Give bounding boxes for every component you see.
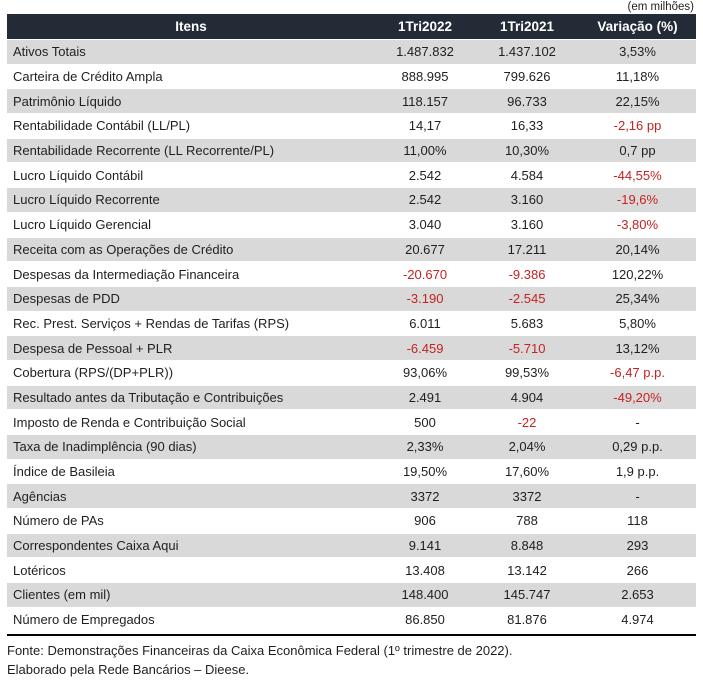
table-row xyxy=(7,238,696,263)
header-1tri2022: 1Tri2022 xyxy=(397,19,453,34)
table-row xyxy=(7,583,696,608)
value-variation: - xyxy=(635,414,640,430)
row-label: Carteira de Crédito Ampla xyxy=(13,69,163,85)
value-1tri2022: 6.011 xyxy=(409,315,441,331)
row-label: Rentabilidade Contábil (LL/PL) xyxy=(13,118,191,134)
value-1tri2022: -6.459 xyxy=(406,340,444,356)
row-label: Correspondentes Caixa Aqui xyxy=(13,538,179,554)
value-1tri2021: -5.710 xyxy=(508,340,546,356)
value-1tri2022: 2.491 xyxy=(408,389,442,405)
header-items: Itens xyxy=(175,19,207,34)
row-label: Ativos Totais xyxy=(13,44,86,60)
row-label: Despesas de PDD xyxy=(13,291,120,307)
table-row xyxy=(7,163,696,188)
value-variation: -3,80% xyxy=(616,217,659,233)
row-label: Agências xyxy=(13,488,67,504)
value-1tri2022: 2,33% xyxy=(406,439,444,455)
row-label: Cobertura (RPS/(DP+PLR)) xyxy=(13,365,174,381)
row-label: Rec. Prest. Serviços + Rendas de Tarifas (RPS) xyxy=(13,315,290,331)
table-row xyxy=(7,410,696,435)
value-1tri2021: 799.626 xyxy=(503,69,551,85)
table-row xyxy=(7,262,696,287)
value-variation: -44,55% xyxy=(613,167,662,183)
value-variation: 0,7 pp xyxy=(619,143,656,159)
row-label: Número de PAs xyxy=(13,513,104,529)
value-variation: - xyxy=(635,488,640,504)
value-variation: 0,29 p.p. xyxy=(612,439,663,455)
row-label: Resultado antes da Tributação e Contribuições xyxy=(13,389,284,405)
row-label: Lotéricos xyxy=(13,562,66,578)
value-1tri2022: 3372 xyxy=(410,488,440,504)
value-1tri2022: 2.542 xyxy=(408,192,442,208)
footer-credit: Elaborado pela Rede Bancários – Dieese. xyxy=(7,661,250,677)
row-label: Lucro Líquido Recorrente xyxy=(13,192,160,208)
row-label: Clientes (em mil) xyxy=(13,587,111,603)
value-1tri2022: 19,50% xyxy=(402,464,448,480)
header-variation: Variação (%) xyxy=(597,19,678,34)
table-row xyxy=(7,188,696,213)
footer-source: Fonte: Demonstrações Financeiras da Caixa Econômica Federal (1º trimestre de 2022). xyxy=(7,642,513,658)
table-row xyxy=(7,114,696,139)
row-label: Índice de Basileia xyxy=(13,464,115,480)
value-1tri2021: 13.142 xyxy=(507,562,547,578)
table-row xyxy=(7,89,696,114)
table-row xyxy=(7,65,696,90)
value-variation: 11,18% xyxy=(615,69,660,85)
value-1tri2022: 13.408 xyxy=(405,562,445,578)
row-label: Lucro Líquido Contábil xyxy=(13,167,144,183)
value-1tri2021: 17,60% xyxy=(504,464,550,480)
value-variation: 1,9 p.p. xyxy=(615,464,660,480)
unit-note: (em milhões) xyxy=(627,1,694,13)
value-1tri2021: 96.733 xyxy=(507,93,547,109)
value-1tri2022: 888.995 xyxy=(401,69,449,85)
value-1tri2022: 1.487.832 xyxy=(396,44,454,60)
value-variation: 20,14% xyxy=(615,241,660,257)
value-1tri2021: 3372 xyxy=(512,488,542,504)
row-label: Despesas da Intermediação Financeira xyxy=(13,266,240,282)
value-1tri2022: 11,00% xyxy=(403,143,447,159)
value-variation: -49,20% xyxy=(613,389,662,405)
row-label: Lucro Líquido Gerencial xyxy=(13,217,152,233)
value-1tri2021: 3.160 xyxy=(510,217,544,233)
value-1tri2021: 4.904 xyxy=(510,389,544,405)
value-variation: 293 xyxy=(626,538,649,554)
value-variation: 266 xyxy=(626,562,649,578)
value-1tri2021: 788 xyxy=(516,513,538,529)
value-variation: 13,12% xyxy=(615,340,660,356)
value-1tri2022: 3.040 xyxy=(408,217,442,233)
table-row xyxy=(7,213,696,238)
table-row xyxy=(7,509,696,534)
value-1tri2022: 2.542 xyxy=(408,167,442,183)
value-variation: 4.974 xyxy=(621,612,654,628)
value-variation: 3,53% xyxy=(619,44,656,60)
value-1tri2022: 500 xyxy=(414,414,436,430)
row-label: Patrimônio Líquido xyxy=(13,93,122,109)
value-1tri2021: 17.211 xyxy=(507,241,547,257)
value-1tri2022: 148.400 xyxy=(401,587,449,603)
value-1tri2021: -2.545 xyxy=(508,291,546,307)
value-variation: -2,16 pp xyxy=(613,118,662,134)
value-variation: 22,15% xyxy=(615,93,660,109)
value-1tri2022: 906 xyxy=(414,513,436,529)
financial-table xyxy=(7,14,696,633)
value-1tri2021: 16,33 xyxy=(510,118,544,134)
value-1tri2021: 4.584 xyxy=(510,167,544,183)
value-1tri2022: 86.850 xyxy=(405,612,445,628)
value-variation: 118 xyxy=(627,513,648,529)
value-variation: -19,6% xyxy=(616,192,659,208)
value-variation: -6,47 p.p. xyxy=(610,365,665,381)
value-1tri2022: 9.141 xyxy=(408,538,442,554)
table-row xyxy=(7,287,696,312)
value-1tri2022: -3.190 xyxy=(406,291,444,307)
table-header-row xyxy=(7,14,696,40)
table-row xyxy=(7,40,696,65)
table-row xyxy=(7,386,696,411)
row-label: Despesa de Pessoal + PLR xyxy=(13,340,173,356)
value-1tri2022: 93,06% xyxy=(402,365,448,381)
table-body xyxy=(7,40,696,633)
value-variation: 25,34% xyxy=(615,291,660,307)
row-label: Imposto de Renda e Contribuição Social xyxy=(13,414,246,430)
table-row xyxy=(7,336,696,361)
value-variation: 2.653 xyxy=(621,587,654,603)
value-1tri2021: 8.848 xyxy=(510,538,544,554)
value-1tri2021: 10,30% xyxy=(504,143,550,159)
value-1tri2021: 3.160 xyxy=(510,192,544,208)
value-1tri2022: 20.677 xyxy=(405,241,445,257)
row-label: Taxa de Inadimplência (90 dias) xyxy=(13,439,197,455)
table-row xyxy=(7,312,696,337)
value-variation: 120,22% xyxy=(611,266,664,282)
row-label: Número de Empregados xyxy=(13,612,155,628)
value-1tri2021: 99,53% xyxy=(504,365,550,381)
table-row xyxy=(7,361,696,386)
footer xyxy=(7,636,696,679)
header-1tri2021: 1Tri2021 xyxy=(499,19,555,34)
value-1tri2021: 81.876 xyxy=(507,612,547,628)
row-label: Rentabilidade Recorrente (LL Recorrente/PL) xyxy=(13,143,275,159)
row-label: Receita com as Operações de Crédito xyxy=(13,241,234,257)
table-row xyxy=(7,435,696,460)
table-row xyxy=(7,608,696,633)
value-1tri2021: -9.386 xyxy=(508,266,546,282)
value-1tri2021: 5.683 xyxy=(510,315,544,331)
table-row xyxy=(7,139,696,164)
value-1tri2022: 14,17 xyxy=(408,118,442,134)
value-1tri2021: -22 xyxy=(517,414,537,430)
table-row xyxy=(7,558,696,583)
table-row xyxy=(7,460,696,485)
value-variation: 5,80% xyxy=(619,315,656,331)
table-row xyxy=(7,534,696,559)
value-1tri2022: -20.670 xyxy=(402,266,448,282)
value-1tri2021: 145.747 xyxy=(503,587,551,603)
value-1tri2021: 1.437.102 xyxy=(498,44,556,60)
value-1tri2022: 118.157 xyxy=(401,93,449,109)
value-1tri2021: 2,04% xyxy=(508,439,546,455)
table-row xyxy=(7,484,696,509)
